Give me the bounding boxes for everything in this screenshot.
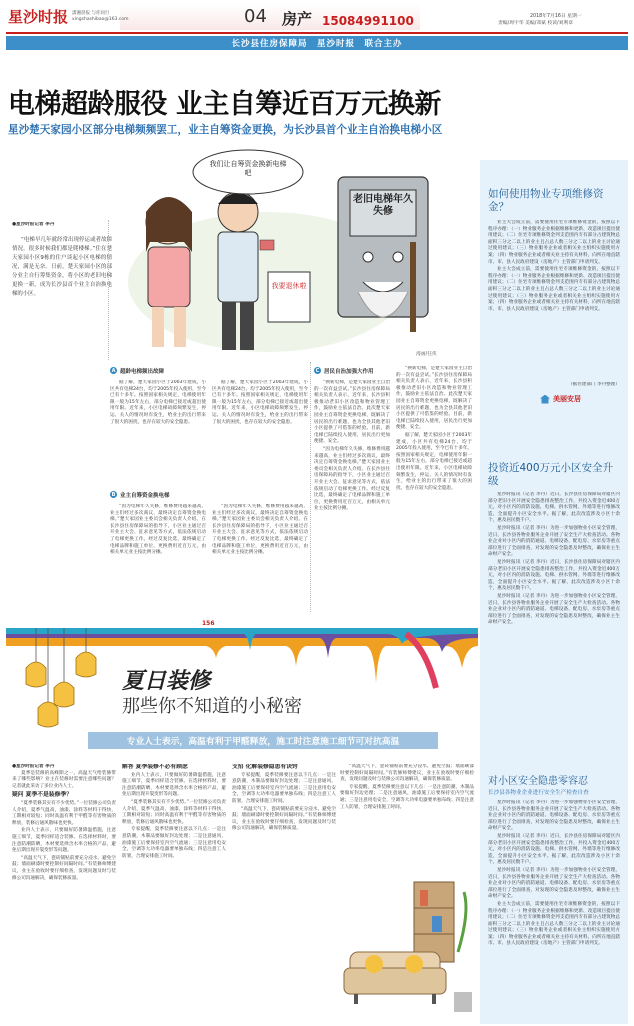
sidebar-q1-text: 业主大会成立前，需要使用住宅专项维修资金的，按照以下程序办理：（一）物业服务企业根据维修和更新、改造项目提出使用建议；（二）住宅专项维修资金列支范围内专有部分占建筑物总面积三分之二以上的业主且占总人数三分之二以上的业主讨论通过使用建议；（三）物业服务企业或者相关业主组织实施使用方案；（四）物业服务企业或者相关业主持有关材料，向所在地直辖市、市、县人民政府建设（房地产）主管部门申请列支。: [488, 220, 620, 265]
story2-title: 夏日装修: [122, 669, 211, 694]
story2-col3: [232, 764, 336, 1014]
illus-bubble-text: 我们让自筹资金换新电梯吧: [209, 160, 287, 177]
sec3-text-b2: 据了解，楚天家园小区于2003年建成，小区共有电梯24台，均于2005年投入使用，至今已有十多年。按照国家相关规定，电梯使用年限一般为15年左右，部分电梯已接近或超出使用年限。近年来，小区电梯故障频繁发生，停运、关人的情况时有发生，给业主的出行带来了很大的困扰，也存在较大的安全隐患。: [396, 432, 472, 491]
hotline: 15084991100: [322, 14, 414, 28]
sidebar-q3-text-4: 业主大会成立前，需要使用住宅专项维修资金的，按照以下程序办理：（一）物业服务企业根据维修和更新、改造项目提出使用建议；（二）住宅专项维修资金列支范围内专有部分占建筑物总面积三分之二以上的业主且占总人数三分之二以上的业主讨论通过使用建议；（三）物业服务企业或者相关业主组织实施使用方案；（四）物业服务企业或者相关业主持有关材料，向所在地直辖市、市、县人民政府建设（房地产）主管部门申请列支。: [488, 901, 620, 947]
sidebar-q1-body: [488, 220, 620, 380]
col-divider: [108, 220, 109, 360]
issue-date: 2018年7月16日 星期一: [530, 14, 582, 19]
story2-t2b: “夏季装修其实有不少优势。”一位装修公司负责人介绍，夏季气温高，油漆、涂料等材料干得快，工期相对较短；同时高温有利于甲醛等有害物质的释放，装修后通风散味也更快。: [122, 799, 226, 825]
sidebar-q2-text: 星沙时报讯（记者 李丹）近日，长沙县住房保障局对辖区内部分老旧小区开展安全隐患排查整治工作，共投入资金近400万元，对小区内的消防设施、电梯、供水管网、外墙等进行维修改造，全面提升小区安全水平。据了解，此次改造涉及小区十余个，惠及居民数千户。: [488, 492, 620, 524]
illus-robot-text: 老旧电梯年久失修: [353, 194, 413, 217]
sidebar-q3-sub: 长沙县各物业企业进行安全生产检查自查: [488, 790, 589, 796]
co-host-banner: [6, 36, 628, 50]
sec3-marker-icon: C: [315, 367, 320, 374]
brand-slogan: 潇湘晨报 与你同行: [72, 10, 110, 16]
cartoon-svg: [118, 142, 478, 357]
sec3-text-b: “换新电梯，是楚天家园业主自治的一次有益尝试。”长沙县住房保障局相关负责人表示，近年来，长沙县积极推动老旧小区改造和物业管理工作，鼓励业主依法自治。此次楚天家园业主自筹资金更换电梯，既解决了居民的出行难题，也为全县其他老旧小区提供了可借鉴的经验。目前，新电梯已陆续投入使用，居民出行更加便捷、安全。: [396, 366, 472, 431]
brand-email: xingshashibao@163.com: [72, 16, 129, 22]
story2-t1: “夏季装修其实有不少优势。”一位装修公司负责人介绍，夏季气温高，油漆、涂料等材料干得快，工期相对较短；同时高温有利于甲醛等有害物质的释放，装修后通风散味也更快。: [12, 800, 116, 826]
sidebar-q1-text-2: 业主大会成立前，需要使用住宅专项维修资金的，按照以下程序办理：（一）物业服务企业根据维修和更新、改造项目提出使用建议；（二）住宅专项维修资金列支范围内专有部分占建筑物总面积三分之二以上的业主且占总人数三分之二以上的业主讨论通过使用建议；（三）物业服务企业或者相关业主组织实施使用方案；（四）物业服务企业或者相关业主持有关材料，向所在地直辖市、市、县人民政府建设（房地产）主管部门申请列支。: [488, 267, 620, 312]
sec3-body: [314, 380, 390, 612]
sec2-marker-icon: B: [111, 491, 116, 498]
story2-t1c: “高温天气下，瓷砖铺贴前要充分浸水，避免空鼓；墙面刷漆时要控制好间隔时间。”有装修师傅建议，业主在验收时要仔细检查，发现问题及时与装修公司沟通解决，确保装修质量。: [12, 855, 116, 881]
story1-lead: [12, 236, 112, 354]
story1-lead-text: “电梯早几年就经常出现停运或者故障情况，很多时候我们都是爬楼梯。”住在楚天家园小区9栋的住户谈起小区电梯的情况，满是无奈。日前，楚天家园小区的部分业主自行筹集资金，将小区的老旧电梯更换一新，成为长沙县首个业主自治换电梯的小区。: [12, 237, 112, 297]
section-title: 房产: [282, 10, 313, 28]
sec3-text: “换新电梯，是楚天家园业主自治的一次有益尝试。”长沙县住房保障局相关负责人表示，近年来，长沙县积极推动老旧小区改造和物业管理工作，鼓励业主依法自治。此次楚天家园业主自筹资金更换电梯，既解决了居民的出行难题，也为全县其他老旧小区提供了可借鉴的经验。目前，新电梯已陆续投入使用，居民出行更加便捷、安全。: [314, 380, 390, 445]
sec3-title: 居民自治加强大作用: [324, 368, 374, 375]
sidebar-q3-title: 对小区安全隐患零容忍: [488, 776, 588, 787]
brand-logo: [8, 6, 129, 27]
sidebar-q1-title: [488, 188, 620, 214]
story2-t3: 专家提醒，夏季装修要注意以下几点：一是注意防潮，木制品要做好封边处理；二是注意通风，油漆施工后要保持室内空气流通；三是注意用电安全，空调等大功率电器要单独布线；四是注意工人防暑，合理安排施工时间。: [232, 772, 336, 804]
sec3-text-2: “因为电梯年久失修，维修费用越来越高，业主们经过多次商议，最终决定自筹资金换电梯。”楚天家园业主委员会相关负责人介绍。在长沙县住房保障局的指导下，小区业主通过召开业主大会、征求意见等方式，依法依规启动了电梯更换工作。经过反复比选，最终确定了电梯品牌和施工单位，更换费用近百万元，由相关单元业主按比例分摊。: [314, 446, 390, 512]
sec1-text: 据了解，楚天家园小区于2003年建成，小区共有电梯24台，均于2005年投入使用，至今已有十多年。按照国家相关规定，电梯使用年限一般为15年左右，部分电梯已接近或超出使用年限。近年来，小区电梯故障频繁发生，停运、关人的情况时有发生，给业主的出行带来了很大的困扰，也存在较大的安全隐患。: [110, 380, 206, 425]
story2-t4b: 专家提醒，夏季装修要注意以下几点：一是注意防潮，木制品要做好封边处理；二是注意通风，油漆施工后要保持室内空气流通；三是注意用电安全，空调等大功率电器要单独布线；四是注意工人防暑，合理安排施工时间。: [340, 784, 474, 810]
story2-subtitle: 那些你不知道的小秘密: [122, 696, 302, 717]
sec2-heading: [110, 490, 170, 499]
sec2-body-b: [212, 504, 308, 612]
page-number: 04: [244, 6, 267, 27]
story2-h2: 解答 夏季装修不必有顾虑: [122, 764, 188, 770]
story2-col2: [122, 764, 226, 1014]
sidebar: [480, 160, 628, 1024]
sec3-body-b: [396, 366, 472, 612]
sec2-body: [110, 504, 206, 612]
story2-t4: “高温天气下，瓷砖铺贴前要充分浸水，避免空鼓；墙面刷漆时要控制好间隔时间。”有装修师傅建议，业主在验收时要仔细检查，发现问题及时与装修公司沟通解决，确保装修质量。: [340, 764, 474, 783]
sidebar-q3-body: [488, 800, 620, 1020]
brand-name: 星沙时报: [8, 8, 69, 26]
house-icon: [540, 395, 550, 404]
story2-byline: ●星沙时报记者 李丹: [12, 764, 55, 769]
sidebar-q2-title-text: 投资近400万元小区安全升级: [488, 462, 614, 487]
sec1-marker-icon: A: [111, 367, 116, 374]
sofa-svg: [340, 872, 478, 1022]
sec1-title: 超龄电梯频出故障: [120, 368, 165, 375]
sidebar-logo: [540, 394, 581, 404]
banner-text: 长沙县住房保障局 星沙时报 联合主办: [231, 39, 403, 49]
sidebar-q2-text-3: 星沙时报讯（记者 李丹）近日，长沙县住房保障局对辖区内部分老旧小区开展安全隐患排查整治工作，共投入资金近400万元，对小区内的消防设施、电梯、供水管网、外墙等进行维修改造，全面提升小区安全水平。据了解，此次改造涉及小区十余个，惠及居民数千户。: [488, 559, 620, 592]
sidebar-q2-text-2: 星沙时报讯（记者 李丹）为进一步加强物业小区安全管理，近日，长沙县各物业服务企业开展了安全生产大检查活动。各物业企业对小区内的消防通道、电梯设备、配电房、水泵房等重点部位进行了全面排查，对发现的安全隐患及时整改，确保业主生命财产安全。: [488, 525, 620, 558]
story1-byline: ●星沙时报记者 李丹: [12, 222, 55, 227]
story2-t2: 业内人士表示，只要做好防暑降温措施，注意施工细节，夏季同样适合装修。在选择材料时，要注意防潮防晒，木材要选择含水率合格的产品，避免后期出现开裂变形等问题。: [122, 772, 226, 798]
sidebar-logo-text: 美丽安居: [553, 395, 581, 403]
sofa-illustration: [340, 872, 478, 1022]
illus-credit: 漫画/任侠: [416, 352, 437, 357]
sidebar-q1-source: （据住建部门 李丹整理）: [568, 382, 620, 387]
sec3-heading: [314, 366, 374, 375]
story2-col4: [340, 764, 474, 868]
story2-t3b: “高温天气下，瓷砖铺贴前要充分浸水，避免空鼓；墙面刷漆时要控制好间隔时间。”有装修师傅建议，业主在验收时要仔细检查，发现问题及时与装修公司沟通解决，确保装修质量。: [232, 806, 336, 832]
story2-intro: 夏季是装修的高峰期之一，高温天气给装修带来了哪些影响？业主在装修时需要注意哪些问题？记者就此采访了多位业内人士。: [12, 770, 116, 789]
editor-credits: 责编/周宇华 美编/邓斌 校读/刘利章: [498, 21, 574, 26]
sec1-heading: [110, 366, 164, 375]
sidebar-q1-title-text: 如何使用物业专项维修资金？: [488, 188, 604, 213]
story1-deck: 星沙楚天家园小区部分电梯频频罢工，业主自筹资金更换，为长沙县首个业主自治换电梯小区: [8, 124, 443, 136]
sidebar-q2-title: [488, 462, 620, 488]
story2-h1: 疑问 夏季不是装修季？: [12, 792, 72, 799]
story2-deck-bar: [88, 732, 438, 749]
sec2-text: “因为电梯年久失修，维修费用越来越高，业主们经过多次商议，最终决定自筹资金换电梯。”楚天家园业主委员会相关负责人介绍。在长沙县住房保障局的指导下，小区业主通过召开业主大会、征求意见等方式，依法依规启动了电梯更换工作。经过反复比选，最终确定了电梯品牌和施工单位，更换费用近百万元，由相关单元业主按比例分摊。: [110, 504, 206, 556]
story2-t1b: 业内人士表示，只要做好防暑降温措施，注意施工细节，夏季同样适合装修。在选择材料时，要注意防潮防晒，木材要选择含水率合格的产品，避免后期出现开裂变形等问题。: [12, 828, 116, 854]
sec1-body-b: [212, 380, 308, 490]
sidebar-q3-text: 星沙时报讯（记者 李丹）为进一步加强物业小区安全管理，近日，长沙县各物业服务企业开展了安全生产大检查活动。各物业企业对小区内的消防通道、电梯设备、配电房、水泵房等重点部位进行了全面排查，对发现的安全隐患及时整改，确保业主生命财产安全。: [488, 800, 620, 832]
story2-h3: 支招 化解装修隐患有诀窍: [232, 764, 298, 770]
page-header: [0, 0, 634, 36]
story1-illustration: [118, 142, 478, 357]
story2-col1: [12, 764, 116, 1014]
sec1-text-b: 据了解，楚天家园小区于2003年建成，小区共有电梯24台，均于2005年投入使用，至今已有十多年。按照国家相关规定，电梯使用年限一般为15年左右，部分电梯已接近或超出使用年限。近年来，小区电梯故障频繁发生，停运、关人的情况时有发生，给业主的出行带来了很大的困扰，也存在较大的安全隐患。: [212, 380, 308, 425]
sidebar-q3-text-2: 星沙时报讯（记者 李丹）近日，长沙县住房保障局对辖区内部分老旧小区开展安全隐患排查整治工作，共投入资金近400万元，对小区内的消防设施、电梯、供水管网、外墙等进行维修改造，全面提升小区安全水平。据了解，此次改造涉及小区十余个，惠及居民数千户。: [488, 833, 620, 866]
sec2-text-b: “因为电梯年久失修，维修费用越来越高，业主们经过多次商议，最终决定自筹资金换电梯。”楚天家园业主委员会相关负责人介绍。在长沙县住房保障局的指导下，小区业主通过召开业主大会、征求意见等方式，依法依规启动了电梯更换工作。经过反复比选，最终确定了电梯品牌和施工单位，更换费用近百万元，由相关单元业主按比例分摊。: [212, 504, 308, 556]
story2-t2c: 专家提醒，夏季装修要注意以下几点：一是注意防潮，木制品要做好封边处理；二是注意通风，油漆施工后要保持室内空气流通；三是注意用电安全，空调等大功率电器要单独布线；四是注意工人防暑，合理安排施工时间。: [122, 827, 226, 859]
sec2-title: 业主自筹资金换电梯: [120, 492, 170, 499]
story2-deck: 专业人士表示，高温有利于甲醛释放，施工时注意施工细节可对抗高温: [126, 737, 400, 747]
sidebar-q2-text-4: 星沙时报讯（记者 李丹）为进一步加强物业小区安全管理，近日，长沙县各物业服务企业开展了安全生产大检查活动。各物业企业对小区内的消防通道、电梯设备、配电房、水泵房等重点部位进行了全面排查，对发现的安全隐患及时整改，确保业主生命财产安全。: [488, 593, 620, 626]
story1-headline: 电梯超龄服役 业主自筹近百万元换新: [8, 89, 441, 120]
sidebar-q3-text-3: 星沙时报讯（记者 李丹）为进一步加强物业小区安全管理，近日，长沙县各物业服务企业开展了安全生产大检查活动。各物业企业对小区内的消防通道、电梯设备、配电房、水泵房等重点部位进行了全面排查，对发现的安全隐患及时整改，确保业主生命财产安全。: [488, 867, 620, 900]
illus-sign-text: 我要退休啦: [271, 282, 307, 290]
col-divider: [310, 362, 311, 612]
header-rule: [6, 32, 628, 34]
sidebar-q2-body: [488, 492, 620, 762]
page-marker: 156: [202, 620, 215, 627]
